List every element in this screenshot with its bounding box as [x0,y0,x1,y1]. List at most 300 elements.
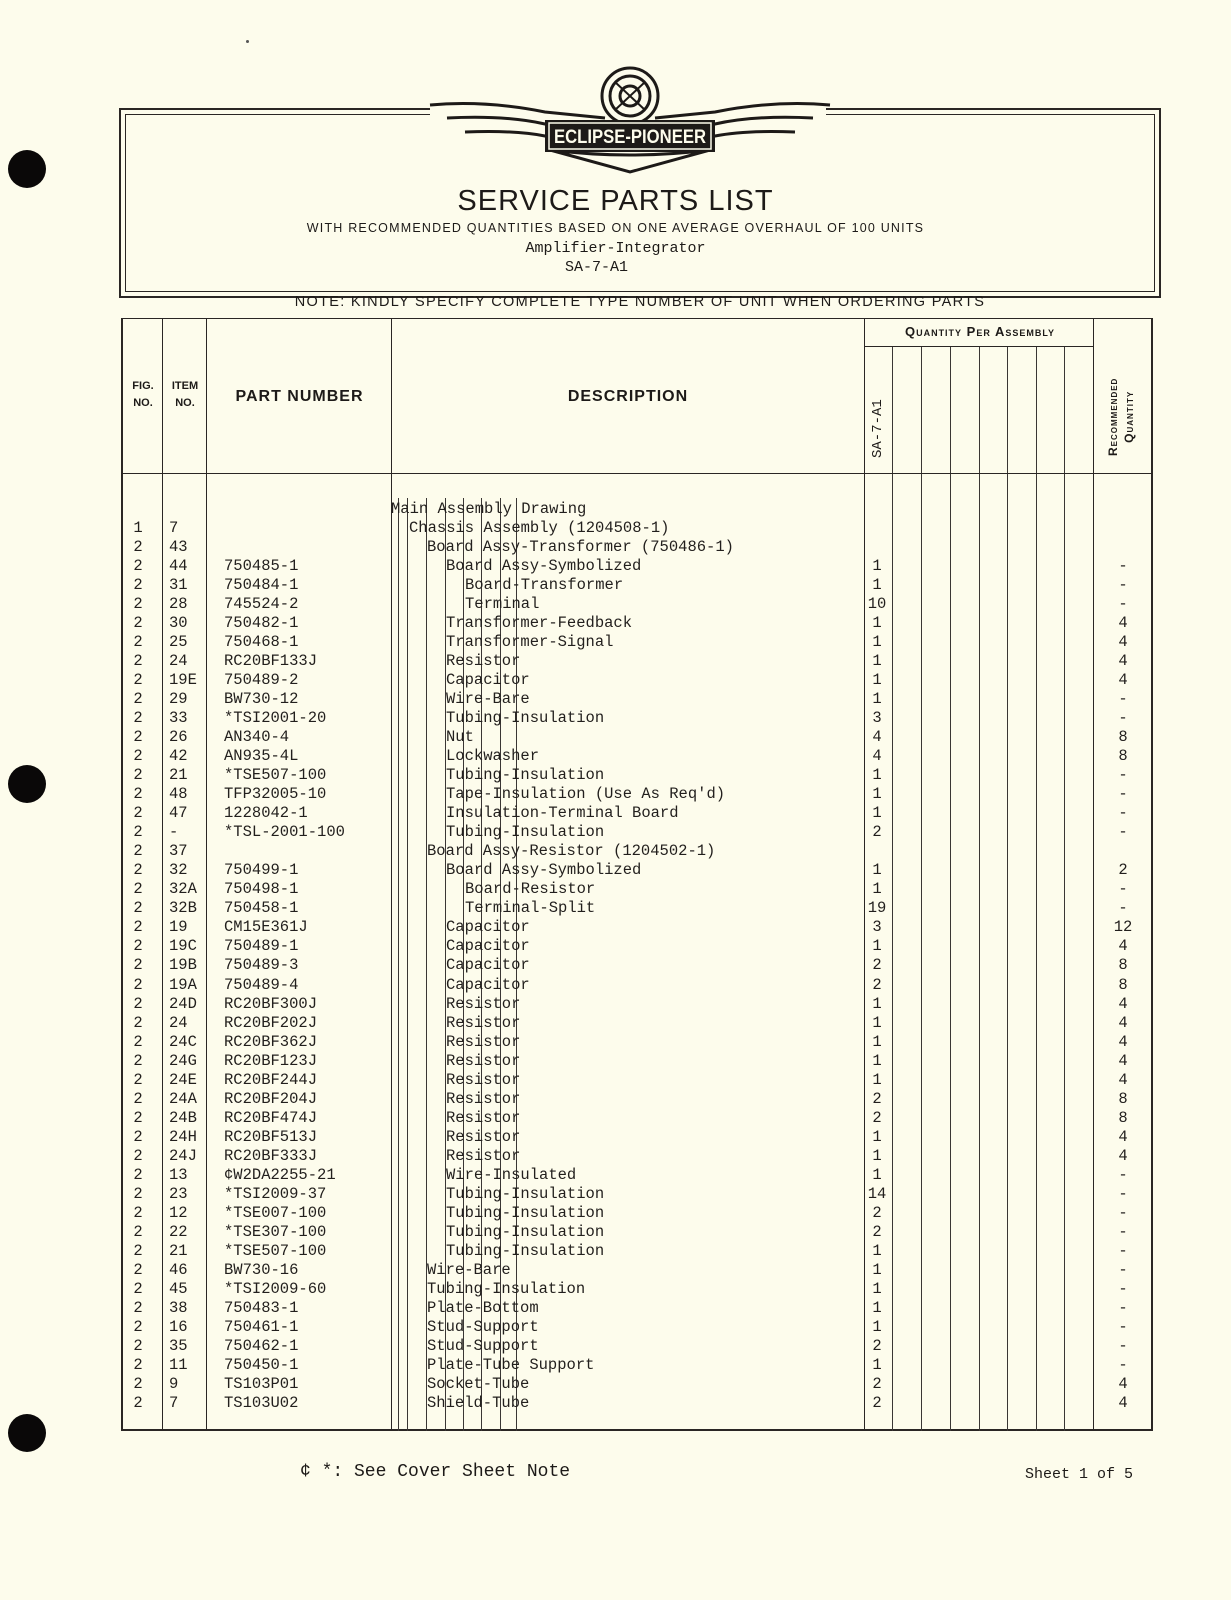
recommended-quantity-cell: 4 [1118,671,1128,690]
description-cell: Resistor [446,994,521,1013]
fig-no-cell: 1 [133,519,143,538]
recommended-quantity-cell: 4 [1118,1127,1128,1146]
quantity-cell: 2 [872,975,882,994]
fig-no-cell: 2 [133,937,143,956]
part-number-cell: *TSL-2001-100 [224,823,345,842]
col-header-quantity-per-assembly: Quantity Per Assembly [904,324,1056,339]
quantity-cell: 1 [872,1317,882,1336]
table-row [0,1318,1231,1337]
quantity-cell: 2 [872,1393,882,1412]
fig-no-cell: 2 [133,899,143,918]
fig-no-cell: 2 [133,1089,143,1108]
quantity-cell: 2 [872,1203,882,1222]
fig-no-cell: 2 [133,956,143,975]
fig-no-cell: 2 [133,1127,143,1146]
part-number-cell: BW730-12 [224,690,299,709]
description-cell: Chassis Assembly (1204508-1) [409,519,670,538]
description-cell: Lockwasher [446,747,540,766]
table-row [0,538,1231,557]
description-cell: Tubing-Insulation [427,1279,586,1298]
description-cell: Capacitor [446,918,530,937]
description-cell: Board-Resistor [465,880,596,899]
description-cell: Board Assy-Symbolized [446,861,642,880]
fig-no-cell: 2 [133,633,143,652]
part-number-cell: 750450-1 [224,1355,299,1374]
fig-no-cell: 2 [133,595,143,614]
fig-no-cell: 2 [133,1279,143,1298]
recommended-quantity-cell: - [1118,1317,1128,1336]
part-number-cell: RC20BF513J [224,1127,318,1146]
item-no-cell: 21 [169,766,188,785]
table-row [0,1109,1231,1128]
quantity-cell: 1 [872,1279,882,1298]
item-no-cell: 24J [169,1146,197,1165]
col-header-part-number: PART NUMBER [235,388,364,405]
quantity-cell: 1 [872,766,882,785]
item-no-cell: 42 [169,747,188,766]
part-number-cell: RC20BF244J [224,1070,318,1089]
quantity-cell: 4 [872,728,882,747]
part-number-cell: 750498-1 [224,880,299,899]
fig-no-cell: 2 [133,1032,143,1051]
quantity-cell: 1 [872,1070,882,1089]
quantity-cell: 1 [872,671,882,690]
recommended-quantity-cell: 8 [1118,728,1128,747]
part-number-cell: AN935-4L [224,747,299,766]
paper-speck [246,40,249,43]
quantity-cell: 1 [872,861,882,880]
description-cell: Plate-Tube Support [427,1355,595,1374]
table-row [0,956,1231,975]
table-row [0,1223,1231,1242]
part-number-cell: 750458-1 [224,899,299,918]
description-cell: Resistor [446,1127,521,1146]
part-number-cell: TFP32005-10 [224,785,327,804]
recommended-quantity-cell: 8 [1118,747,1128,766]
table-row [0,823,1231,842]
item-no-cell: 13 [169,1165,188,1184]
table-row [0,747,1231,766]
description-cell: Capacitor [446,671,530,690]
quantity-cell: 1 [872,880,882,899]
svg-text:ECLIPSE-PIONEER: ECLIPSE-PIONEER [554,127,707,148]
page-title: SERVICE PARTS LIST [457,185,774,217]
recommended-quantity-cell: 4 [1118,1393,1128,1412]
recommended-quantity-cell: 4 [1118,1374,1128,1393]
part-number-cell: BW730-16 [224,1260,299,1279]
recommended-quantity-cell: - [1118,1203,1128,1222]
quantity-cell: 4 [872,747,882,766]
item-no-cell: 19 [169,918,188,937]
description-cell: Capacitor [446,956,530,975]
quantity-cell: 2 [872,956,882,975]
recommended-quantity-cell: 4 [1118,633,1128,652]
description-cell: Resistor [446,1146,521,1165]
recommended-quantity-cell: 4 [1118,937,1128,956]
table-row [0,1261,1231,1280]
col-header-recommended-quantity: Recommended Quantity [1106,377,1136,456]
recommended-quantity-cell: - [1118,576,1128,595]
item-no-cell: 24B [169,1108,197,1127]
quantity-cell: 1 [872,1355,882,1374]
item-no-cell: 24H [169,1127,197,1146]
quantity-cell: 1 [872,994,882,1013]
recommended-quantity-cell: 4 [1118,614,1128,633]
quantity-cell: 1 [872,1013,882,1032]
description-cell: Main Assembly Drawing [391,500,587,518]
table-row [0,995,1231,1014]
table-row [0,842,1231,861]
table-row [0,1033,1231,1052]
part-number-cell: RC20BF123J [224,1051,318,1070]
description-cell: Tape-Insulation (Use As Req'd) [446,785,726,804]
quantity-cell: 1 [872,652,882,671]
recommended-quantity-cell: 8 [1118,1108,1128,1127]
fig-no-cell: 2 [133,1222,143,1241]
quantity-cell: 1 [872,785,882,804]
item-no-cell: 32 [169,861,188,880]
description-cell: Tubing-Insulation [446,1241,605,1260]
description-cell: Capacitor [446,937,530,956]
part-number-cell: RC20BF204J [224,1089,318,1108]
table-row [0,652,1231,671]
fig-no-cell: 2 [133,842,143,861]
part-number-cell: 750489-3 [224,956,299,975]
table-row [0,976,1231,995]
recommended-quantity-cell: - [1118,1298,1128,1317]
recommended-quantity-cell: - [1118,1260,1128,1279]
recommended-quantity-cell: - [1118,690,1128,709]
table-row [0,1299,1231,1318]
table-row [0,1394,1231,1413]
recommended-quantity-cell: 4 [1118,652,1128,671]
quantity-cell: 1 [872,937,882,956]
table-row [0,937,1231,956]
fig-no-cell: 2 [133,557,143,576]
recommended-quantity-cell: 4 [1118,994,1128,1013]
part-number-cell: 750485-1 [224,557,299,576]
description-cell: Resistor [446,1070,521,1089]
description-cell: Resistor [446,1108,521,1127]
fig-no-cell: 2 [133,1184,143,1203]
description-cell: Resistor [446,1013,521,1032]
recommended-quantity-cell: - [1118,1184,1128,1203]
item-no-cell: 24 [169,1013,188,1032]
recommended-quantity-cell: 12 [1113,918,1133,937]
table-row [0,633,1231,652]
fig-no-cell: 2 [133,747,143,766]
item-no-cell: 46 [169,1260,188,1279]
table-row [0,1128,1231,1147]
recommended-quantity-cell: - [1118,595,1128,614]
description-cell: Shield-Tube [427,1393,530,1412]
recommended-quantity-cell: - [1118,899,1128,918]
table-row [0,671,1231,690]
fig-no-cell: 2 [133,576,143,595]
part-number-cell: RC20BF300J [224,994,318,1013]
item-no-cell: 37 [169,842,188,861]
description-cell: Terminal [465,595,540,614]
part-number-cell: 750489-4 [224,975,299,994]
ordering-note: NOTE: KINDLY SPECIFY COMPLETE TYPE NUMBER OF UNIT WHEN ORDERING PARTS [294,294,986,310]
recommended-quantity-cell: 8 [1118,975,1128,994]
recommended-quantity-cell: 4 [1118,1051,1128,1070]
recommended-quantity-cell: - [1118,880,1128,899]
quantity-cell: 1 [872,1298,882,1317]
part-number-cell: TS103P01 [224,1374,299,1393]
quantity-cell: 1 [872,1241,882,1260]
quantity-cell: 1 [872,1127,882,1146]
fig-no-cell: 2 [133,538,143,557]
description-cell: Tubing-Insulation [446,1184,605,1203]
description-cell: Wire-Bare [446,690,530,709]
item-no-cell: 38 [169,1298,188,1317]
fig-no-cell: 2 [133,690,143,709]
fig-no-cell: 2 [133,1260,143,1279]
part-number-cell: RC20BF202J [224,1013,318,1032]
qpa-header-divider [864,346,1093,347]
description-cell: Wire-Insulated [446,1165,577,1184]
description-cell: Stud-Support [427,1336,539,1355]
quantity-cell: 1 [872,557,882,576]
fig-no-cell: 2 [133,709,143,728]
unit-model: SA-7-A1 [565,259,629,276]
description-cell: Tubing-Insulation [446,1203,605,1222]
recommended-quantity-cell: - [1118,557,1128,576]
item-no-cell: 43 [169,538,188,557]
recommended-quantity-cell: 4 [1118,1032,1128,1051]
quantity-cell: 1 [872,633,882,652]
part-number-cell: *TSE507-100 [224,1241,327,1260]
description-cell: Wire-Bare [427,1260,511,1279]
fig-no-cell: 2 [133,804,143,823]
table-row [0,1090,1231,1109]
fig-no-cell: 2 [133,1241,143,1260]
fig-no-cell: 2 [133,823,143,842]
table-row [0,1071,1231,1090]
recommended-quantity-cell: - [1118,1165,1128,1184]
part-number-cell: 750489-2 [224,671,299,690]
item-no-cell: 24 [169,652,188,671]
description-cell: Terminal-Split [465,899,596,918]
description-cell: Plate-Bottom [427,1298,539,1317]
part-number-cell: RC20BF362J [224,1032,318,1051]
item-no-cell: - [169,823,179,842]
description-cell: Tubing-Insulation [446,709,605,728]
quantity-cell: 1 [872,690,882,709]
part-number-cell: 750484-1 [224,576,299,595]
part-number-cell: 750483-1 [224,1298,299,1317]
item-no-cell: 24A [169,1089,197,1108]
description-cell: Resistor [446,1032,521,1051]
recommended-quantity-cell: - [1118,823,1128,842]
fig-no-cell: 2 [133,728,143,747]
description-cell: Board Assy-Transformer (750486-1) [427,538,734,557]
table-row [0,595,1231,614]
cover-sheet-footnote: ¢ *: See Cover Sheet Note [300,1462,571,1482]
part-number-cell: 750468-1 [224,633,299,652]
fig-no-cell: 2 [133,1146,143,1165]
fig-no-cell: 2 [133,1374,143,1393]
description-cell: Board Assy-Symbolized [446,557,642,576]
quantity-cell: 1 [872,1051,882,1070]
table-row [0,804,1231,823]
quantity-cell: 1 [872,576,882,595]
unit-name: Amplifier-Integrator [525,240,706,257]
item-no-cell: 7 [169,1393,179,1412]
fig-no-cell: 2 [133,671,143,690]
col-header-qpa-model: SA-7-A1 [870,399,886,458]
table-row [0,1356,1231,1375]
part-number-cell: ¢W2DA2255-21 [224,1165,336,1184]
table-row [0,519,1231,538]
item-no-cell: 26 [169,728,188,747]
fig-no-cell: 2 [133,614,143,633]
recommended-quantity-cell: 4 [1118,1013,1128,1032]
description-cell: Tubing-Insulation [446,766,605,785]
col-header-fig-no: FIG. NO. [132,380,154,409]
fig-no-cell: 2 [133,994,143,1013]
recommended-quantity-cell: - [1118,804,1128,823]
part-number-cell: RC20BF333J [224,1146,318,1165]
table-row [0,861,1231,880]
page-subtitle: WITH RECOMMENDED QUANTITIES BASED ON ONE AVERAGE OVERHAUL OF 100 UNITS [306,221,925,235]
recommended-quantity-cell: - [1118,766,1128,785]
recommended-quantity-cell: - [1118,709,1128,728]
quantity-cell: 2 [872,1222,882,1241]
table-row [0,880,1231,899]
quantity-cell: 14 [867,1184,887,1203]
quantity-cell: 2 [872,1089,882,1108]
item-no-cell: 19E [169,671,197,690]
part-number-cell: 1228042-1 [224,804,308,823]
quantity-cell: 2 [872,1336,882,1355]
quantity-cell: 1 [872,1165,882,1184]
fig-no-cell: 2 [133,1108,143,1127]
part-number-cell: 745524-2 [224,595,299,614]
part-number-cell: 750482-1 [224,614,299,633]
quantity-cell: 1 [872,614,882,633]
item-no-cell: 23 [169,1184,188,1203]
recommended-quantity-cell: - [1118,1222,1128,1241]
part-number-cell: RC20BF133J [224,652,318,671]
recommended-quantity-cell: - [1118,1355,1128,1374]
table-row [0,899,1231,918]
fig-no-cell: 2 [133,1317,143,1336]
item-no-cell: 45 [169,1279,188,1298]
part-number-cell: 750489-1 [224,937,299,956]
fig-no-cell: 2 [133,861,143,880]
table-row [0,1014,1231,1033]
description-cell: Transformer-Feedback [446,614,633,633]
item-no-cell: 19A [169,975,197,994]
quantity-cell: 1 [872,1032,882,1051]
item-no-cell: 21 [169,1241,188,1260]
part-number-cell: *TSE307-100 [224,1222,327,1241]
item-no-cell: 33 [169,709,188,728]
table-row [0,785,1231,804]
part-number-cell: CM15E361J [224,918,308,937]
item-no-cell: 24G [169,1051,197,1070]
table-row [0,500,1231,519]
description-cell: Resistor [446,652,521,671]
description-cell: Insulation-Terminal Board [446,804,679,823]
table-row [0,918,1231,937]
recommended-quantity-cell: 8 [1118,1089,1128,1108]
description-cell: Capacitor [446,975,530,994]
item-no-cell: 11 [169,1355,188,1374]
item-no-cell: 19C [169,937,197,956]
item-no-cell: 24E [169,1070,197,1089]
table-row [0,709,1231,728]
fig-no-cell: 2 [133,1336,143,1355]
item-no-cell: 9 [169,1374,179,1393]
col-header-description: DESCRIPTION [567,388,689,405]
recommended-quantity-cell: - [1118,1336,1128,1355]
quantity-cell: 3 [872,918,882,937]
part-number-cell: *TSI2009-60 [224,1279,327,1298]
item-no-cell: 32A [169,880,197,899]
fig-no-cell: 2 [133,1298,143,1317]
table-row [0,557,1231,576]
item-no-cell: 12 [169,1203,188,1222]
table-header-bottom [121,473,1153,474]
description-cell: Resistor [446,1089,521,1108]
table-row [0,1280,1231,1299]
fig-no-cell: 2 [133,1070,143,1089]
fig-no-cell: 2 [133,652,143,671]
part-number-cell: *TSI2001-20 [224,709,327,728]
table-row [0,690,1231,709]
fig-no-cell: 2 [133,1355,143,1374]
fig-no-cell: 2 [133,880,143,899]
part-number-cell: 750461-1 [224,1317,299,1336]
part-number-cell: 750462-1 [224,1336,299,1355]
fig-no-cell: 2 [133,785,143,804]
description-cell: Nut [446,728,474,747]
recommended-quantity-cell: - [1118,1279,1128,1298]
item-no-cell: 30 [169,614,188,633]
quantity-cell: 2 [872,1374,882,1393]
item-no-cell: 35 [169,1336,188,1355]
item-no-cell: 19B [169,956,197,975]
eclipse-pioneer-logo-icon [425,60,835,180]
item-no-cell: 47 [169,804,188,823]
quantity-cell: 2 [872,823,882,842]
item-no-cell: 48 [169,785,188,804]
quantity-cell: 1 [872,1260,882,1279]
part-number-cell: 750499-1 [224,861,299,880]
fig-no-cell: 2 [133,766,143,785]
table-row [0,1166,1231,1185]
table-row [0,1204,1231,1223]
description-cell: Board Assy-Resistor (1204502-1) [427,842,716,861]
part-number-cell: *TSI2009-37 [224,1184,327,1203]
sheet-number: Sheet 1 of 5 [1025,1466,1134,1483]
description-cell: Board-Transformer [465,576,624,595]
recommended-quantity-cell: 4 [1118,1146,1128,1165]
description-cell: Stud-Support [427,1317,539,1336]
description-cell: Socket-Tube [427,1374,530,1393]
part-number-cell: *TSE507-100 [224,766,327,785]
item-no-cell: 31 [169,576,188,595]
item-no-cell: 22 [169,1222,188,1241]
item-no-cell: 25 [169,633,188,652]
table-row [0,1052,1231,1071]
quantity-cell: 3 [872,709,882,728]
item-no-cell: 16 [169,1317,188,1336]
description-cell: Tubing-Insulation [446,1222,605,1241]
